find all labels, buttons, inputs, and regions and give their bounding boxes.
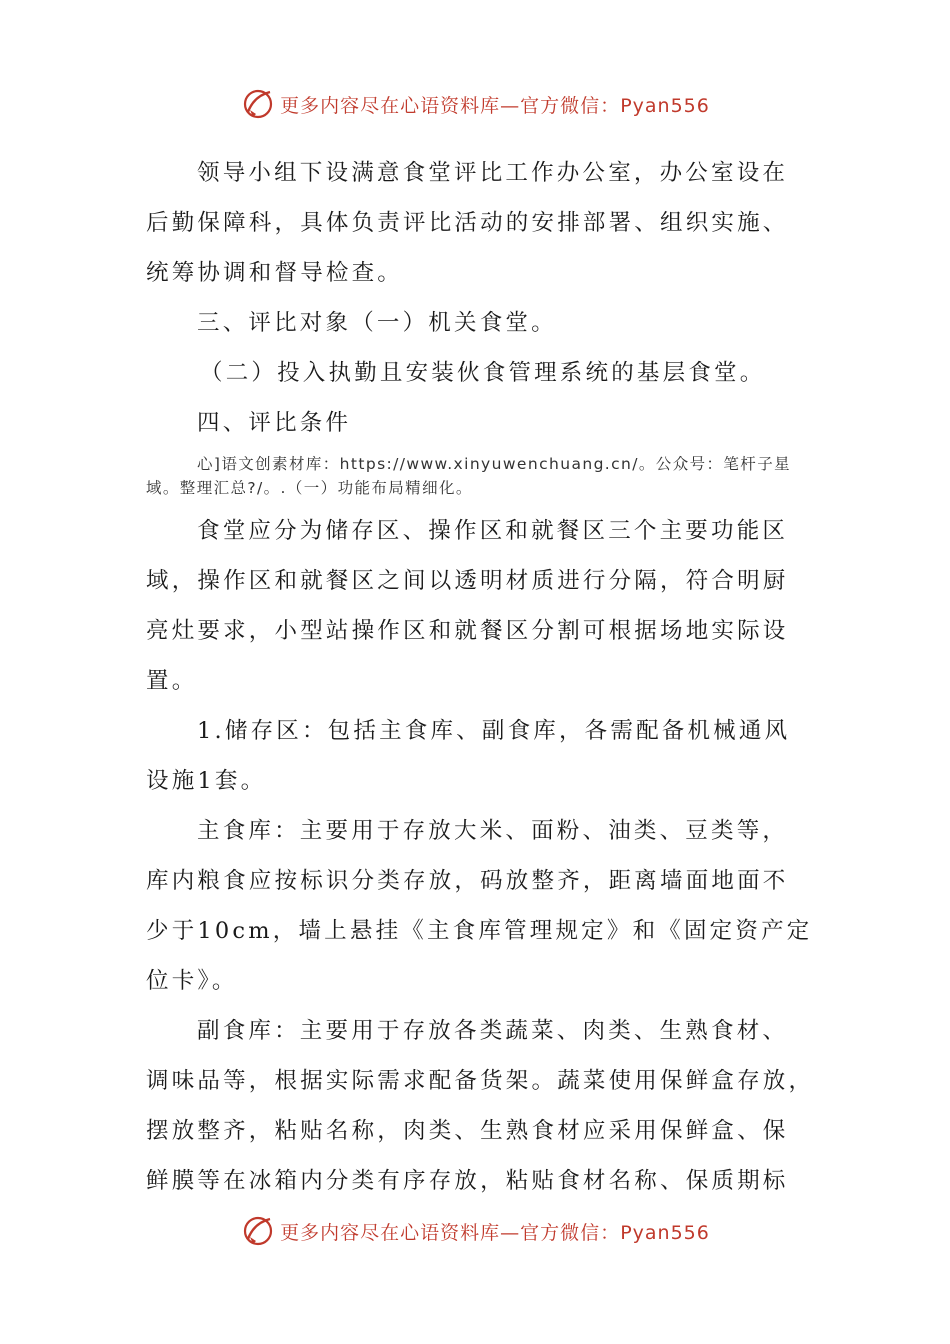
paragraph-line: 主食库：主要用于存放大米、面粉、油类、豆类等，	[197, 818, 789, 844]
pen-swirl-logo-icon	[240, 86, 276, 122]
paragraph-line: 后勤保障科，具体负责评比活动的安排部署、组织实施、	[146, 210, 789, 236]
banner-main-text: 更多内容尽在心语资料库—	[280, 94, 521, 117]
paragraph-line: 调味品等，根据实际需求配备货架。蔬菜使用保鲜盒存放，	[146, 1068, 815, 1094]
banner-wechat-label: 官方微信：	[520, 94, 621, 117]
paragraph-line: 域，操作区和就餐区之间以透明材质进行分隔，符合明厨	[146, 568, 789, 594]
footer-watermark-banner	[0, 1209, 950, 1253]
source-note	[146, 452, 806, 500]
banner-main-text: 更多内容尽在心语资料库—	[280, 1221, 521, 1244]
document-body	[146, 148, 815, 1206]
paragraph-line: 鲜膜等在冰箱内分类有序存放，粘贴食材名称、保质期标	[146, 1168, 789, 1194]
paragraph-line: 设施1套。	[146, 768, 267, 794]
subsection-line: （二）投入执勤且安装伙食管理系统的基层食堂。	[200, 360, 766, 386]
header-watermark-banner	[0, 82, 950, 126]
paragraph-line: 摆放整齐，粘贴名称，肉类、生熟食材应采用保鲜盒、保	[146, 1118, 789, 1144]
source-note-line-2: 域。整理汇总?/。.（一）功能布局精细化。	[146, 479, 473, 497]
paragraph-line: 食堂应分为储存区、操作区和就餐区三个主要功能区	[197, 518, 789, 544]
paragraph-line: 统筹协调和督导检查。	[146, 260, 404, 286]
paragraph-line: 置。	[146, 668, 198, 694]
paragraph-line: 库内粮食应按标识分类存放，码放整齐，距离墙面地面不	[146, 868, 789, 894]
banner-wechat-id: Pyan556	[620, 94, 710, 117]
section-heading-three: 三、评比对象（一）机关食堂。	[197, 310, 557, 336]
banner-wechat-label: 官方微信：	[520, 1221, 621, 1244]
paragraph-line: 少于10cm，墙上悬挂《主食库管理规定》和《固定资产定	[146, 918, 813, 944]
pen-swirl-logo-icon	[240, 1213, 276, 1249]
banner-wechat-id: Pyan556	[620, 1221, 710, 1244]
paragraph-line: 位卡》。	[146, 968, 238, 994]
source-note-line-1: 心]语文创素材库：https://www.xinyuwenchuang.cn/。公众号：笔杆子星	[197, 455, 792, 473]
paragraph-line: 领导小组下设满意食堂评比工作办公室，办公室设在	[197, 160, 789, 186]
paragraph-line: 副食库：主要用于存放各类蔬菜、肉类、生熟食材、	[197, 1018, 789, 1044]
paragraph-line: 亮灶要求，小型站操作区和就餐区分割可根据场地实际设	[146, 618, 789, 644]
section-heading-four: 四、评比条件	[197, 410, 352, 436]
paragraph-line: 1.储存区：包括主食库、副食库，各需配备机械通风	[197, 718, 791, 744]
